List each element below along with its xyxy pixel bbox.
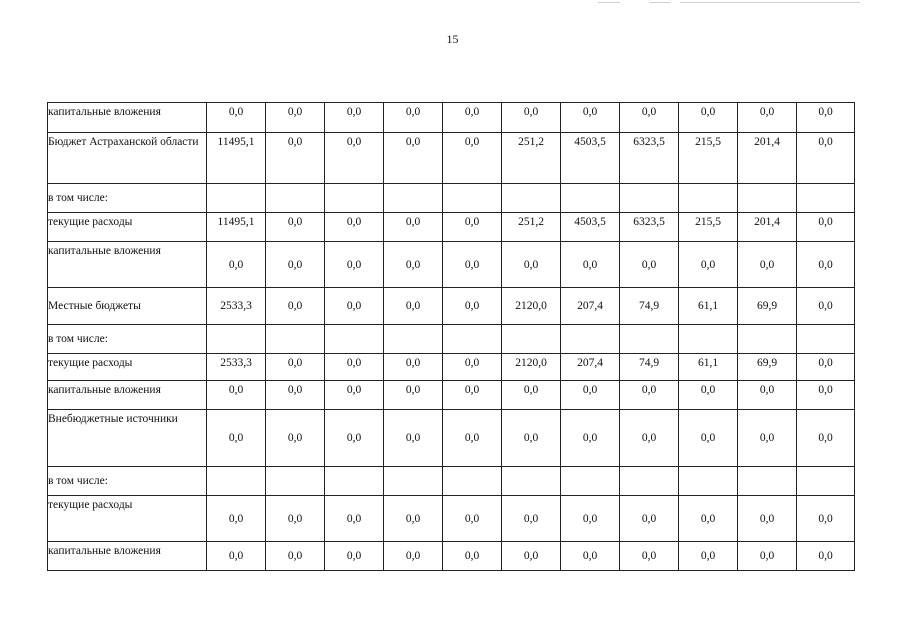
value-cell <box>738 467 797 496</box>
value-cell: 0,0 <box>443 288 502 325</box>
row-label: капитальные вложения <box>48 542 207 571</box>
value-cell: 0,0 <box>325 542 384 571</box>
value-cell: 6323,5 <box>620 213 679 242</box>
value-cell: 0,0 <box>325 133 384 184</box>
value-cell: 0,0 <box>502 381 561 410</box>
value-cell: 0,0 <box>738 542 797 571</box>
value-cell <box>679 184 738 213</box>
value-cell <box>266 184 325 213</box>
value-cell: 215,5 <box>679 213 738 242</box>
value-cell: 0,0 <box>325 496 384 542</box>
value-cell: 0,0 <box>266 213 325 242</box>
value-cell: 0,0 <box>325 381 384 410</box>
value-cell: 207,4 <box>561 354 620 381</box>
value-cell <box>325 467 384 496</box>
budget-table <box>47 102 855 571</box>
value-cell: 0,0 <box>443 542 502 571</box>
value-cell: 0,0 <box>325 213 384 242</box>
table-row <box>48 325 855 354</box>
value-cell: 0,0 <box>679 542 738 571</box>
value-cell: 0,0 <box>797 288 855 325</box>
value-cell: 251,2 <box>502 133 561 184</box>
value-cell <box>325 184 384 213</box>
table-row <box>48 288 855 325</box>
row-label: капитальные вложения <box>48 381 207 410</box>
value-cell: 0,0 <box>384 354 443 381</box>
row-label: в том числе: <box>48 467 207 496</box>
value-cell <box>207 184 266 213</box>
value-cell: 74,9 <box>620 288 679 325</box>
value-cell <box>443 467 502 496</box>
value-cell <box>384 325 443 354</box>
scan-artifact-line <box>680 2 860 3</box>
value-cell <box>384 184 443 213</box>
table-row <box>48 410 855 467</box>
value-cell: 0,0 <box>207 542 266 571</box>
value-cell: 0,0 <box>561 381 620 410</box>
value-cell: 0,0 <box>561 542 620 571</box>
value-cell: 0,0 <box>738 242 797 288</box>
row-label: текущие расходы <box>48 213 207 242</box>
value-cell: 0,0 <box>502 242 561 288</box>
value-cell: 0,0 <box>384 103 443 133</box>
value-cell <box>502 325 561 354</box>
value-cell: 0,0 <box>443 381 502 410</box>
value-cell: 74,9 <box>620 354 679 381</box>
value-cell: 0,0 <box>502 496 561 542</box>
value-cell: 0,0 <box>443 213 502 242</box>
value-cell: 0,0 <box>325 242 384 288</box>
value-cell <box>620 467 679 496</box>
table-row <box>48 184 855 213</box>
value-cell: 0,0 <box>502 410 561 467</box>
value-cell: 0,0 <box>797 381 855 410</box>
value-cell <box>561 467 620 496</box>
value-cell: 0,0 <box>620 496 679 542</box>
value-cell: 0,0 <box>207 242 266 288</box>
value-cell: 215,5 <box>679 133 738 184</box>
value-cell: 0,0 <box>561 242 620 288</box>
table-row <box>48 467 855 496</box>
value-cell: 0,0 <box>738 103 797 133</box>
value-cell: 2120,0 <box>502 288 561 325</box>
value-cell <box>207 467 266 496</box>
value-cell: 0,0 <box>620 542 679 571</box>
value-cell: 0,0 <box>266 542 325 571</box>
value-cell: 0,0 <box>207 410 266 467</box>
value-cell: 0,0 <box>266 496 325 542</box>
value-cell: 0,0 <box>620 103 679 133</box>
value-cell: 0,0 <box>679 381 738 410</box>
value-cell: 251,2 <box>502 213 561 242</box>
scan-artifact-line <box>650 2 670 3</box>
value-cell: 0,0 <box>207 381 266 410</box>
value-cell: 0,0 <box>679 242 738 288</box>
value-cell <box>561 325 620 354</box>
value-cell: 0,0 <box>797 496 855 542</box>
value-cell <box>443 184 502 213</box>
value-cell: 0,0 <box>266 133 325 184</box>
table-row <box>48 242 855 288</box>
value-cell: 69,9 <box>738 354 797 381</box>
value-cell <box>207 325 266 354</box>
row-label: Внебюджетные источники <box>48 410 207 467</box>
row-label: Местные бюджеты <box>48 288 207 325</box>
value-cell: 0,0 <box>561 103 620 133</box>
value-cell: 0,0 <box>266 354 325 381</box>
value-cell <box>561 184 620 213</box>
value-cell <box>502 184 561 213</box>
value-cell: 0,0 <box>384 542 443 571</box>
value-cell: 0,0 <box>207 496 266 542</box>
table-row <box>48 496 855 542</box>
page-number: 15 <box>446 32 459 46</box>
value-cell: 0,0 <box>325 288 384 325</box>
value-cell: 0,0 <box>443 242 502 288</box>
value-cell <box>266 325 325 354</box>
value-cell <box>266 467 325 496</box>
value-cell: 0,0 <box>266 381 325 410</box>
row-label: текущие расходы <box>48 496 207 542</box>
value-cell: 0,0 <box>502 542 561 571</box>
row-label: в том числе: <box>48 184 207 213</box>
value-cell <box>620 325 679 354</box>
value-cell: 0,0 <box>738 381 797 410</box>
value-cell: 2120,0 <box>502 354 561 381</box>
value-cell: 0,0 <box>384 381 443 410</box>
value-cell: 0,0 <box>797 133 855 184</box>
value-cell: 2533,3 <box>207 354 266 381</box>
value-cell <box>679 325 738 354</box>
value-cell: 0,0 <box>679 103 738 133</box>
scan-artifact-line <box>598 2 620 3</box>
value-cell <box>384 467 443 496</box>
value-cell: 0,0 <box>797 354 855 381</box>
table-row <box>48 542 855 571</box>
value-cell: 0,0 <box>266 103 325 133</box>
row-label: в том числе: <box>48 325 207 354</box>
value-cell: 201,4 <box>738 133 797 184</box>
value-cell: 207,4 <box>561 288 620 325</box>
value-cell: 0,0 <box>797 410 855 467</box>
value-cell <box>502 467 561 496</box>
value-cell: 0,0 <box>620 242 679 288</box>
value-cell <box>797 325 855 354</box>
value-cell: 6323,5 <box>620 133 679 184</box>
value-cell <box>738 184 797 213</box>
value-cell: 0,0 <box>443 133 502 184</box>
value-cell: 0,0 <box>738 496 797 542</box>
row-label: Бюджет Астраханской области <box>48 133 207 184</box>
value-cell: 0,0 <box>207 103 266 133</box>
value-cell: 0,0 <box>325 354 384 381</box>
value-cell: 0,0 <box>384 410 443 467</box>
value-cell: 0,0 <box>443 496 502 542</box>
value-cell: 0,0 <box>620 381 679 410</box>
value-cell: 0,0 <box>266 242 325 288</box>
value-cell: 4503,5 <box>561 133 620 184</box>
value-cell: 0,0 <box>620 410 679 467</box>
value-cell: 61,1 <box>679 288 738 325</box>
value-cell <box>738 325 797 354</box>
value-cell: 61,1 <box>679 354 738 381</box>
value-cell: 0,0 <box>502 103 561 133</box>
row-label: текущие расходы <box>48 354 207 381</box>
value-cell <box>443 325 502 354</box>
value-cell: 0,0 <box>679 410 738 467</box>
table-row <box>48 103 855 133</box>
value-cell: 0,0 <box>679 496 738 542</box>
value-cell: 11495,1 <box>207 133 266 184</box>
table-row <box>48 213 855 242</box>
value-cell: 0,0 <box>797 242 855 288</box>
value-cell: 0,0 <box>384 213 443 242</box>
value-cell <box>620 184 679 213</box>
row-label: капитальные вложения <box>48 103 207 133</box>
value-cell: 0,0 <box>384 288 443 325</box>
table-row <box>48 133 855 184</box>
value-cell <box>679 467 738 496</box>
value-cell: 201,4 <box>738 213 797 242</box>
value-cell: 0,0 <box>797 542 855 571</box>
value-cell: 0,0 <box>325 410 384 467</box>
value-cell <box>797 467 855 496</box>
value-cell: 0,0 <box>443 410 502 467</box>
value-cell: 0,0 <box>266 410 325 467</box>
value-cell <box>325 325 384 354</box>
value-cell: 0,0 <box>561 496 620 542</box>
value-cell: 11495,1 <box>207 213 266 242</box>
value-cell: 4503,5 <box>561 213 620 242</box>
value-cell: 0,0 <box>325 103 384 133</box>
value-cell: 0,0 <box>384 496 443 542</box>
value-cell <box>797 184 855 213</box>
value-cell: 69,9 <box>738 288 797 325</box>
value-cell: 0,0 <box>266 288 325 325</box>
value-cell: 2533,3 <box>207 288 266 325</box>
value-cell: 0,0 <box>384 133 443 184</box>
value-cell: 0,0 <box>797 213 855 242</box>
value-cell: 0,0 <box>561 410 620 467</box>
value-cell: 0,0 <box>738 410 797 467</box>
row-label: капитальные вложения <box>48 242 207 288</box>
table-row <box>48 354 855 381</box>
value-cell: 0,0 <box>797 103 855 133</box>
value-cell: 0,0 <box>384 242 443 288</box>
value-cell: 0,0 <box>443 354 502 381</box>
table-row <box>48 381 855 410</box>
value-cell: 0,0 <box>443 103 502 133</box>
